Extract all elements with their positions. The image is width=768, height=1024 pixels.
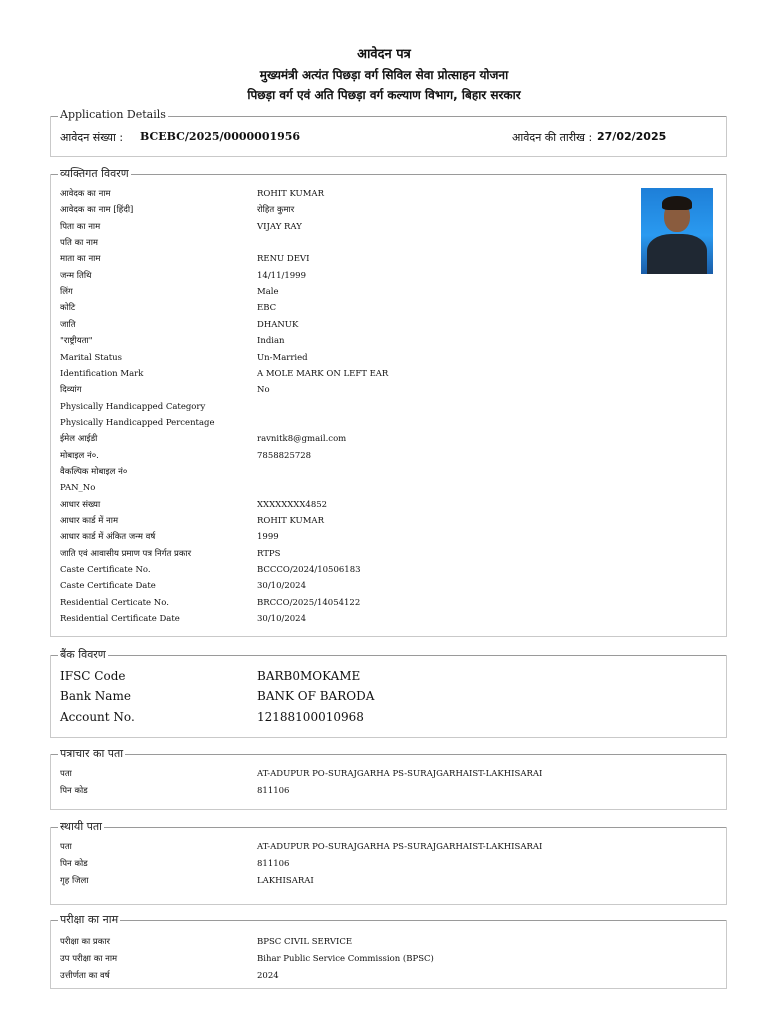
permanent-field-value: AT-ADUPUR PO-SURAJGARHA PS-SURAJGARHAIST-LAKHISARAI [257, 842, 543, 852]
bank-field-value: 12188100010968 [257, 709, 364, 724]
bank-field-value: BARB0MOKAME [257, 669, 361, 683]
personal-field-label: Caste Certificate Date [60, 581, 156, 592]
exam-field-label: उप परीक्षा का नाम [60, 954, 118, 964]
exam-field-value: BPSC CIVIL SERVICE [257, 937, 353, 947]
personal-field-label: आवेदक का नाम [60, 189, 111, 199]
personal-field-label: जाति [60, 319, 76, 330]
personal-field-value: रोहित कुमार [257, 205, 295, 216]
personal-field-label: Caste Certificate No. [60, 565, 151, 576]
personal-field-label: Physically Handicapped Percentage [60, 417, 215, 428]
permanent-field-label: पता [60, 842, 72, 852]
personal-field-label: जाति एवं आवासीय प्रमाण पत्र निर्गत प्रकार [60, 548, 192, 559]
personal-field-label: PAN_No [60, 483, 96, 494]
applicant-photo [641, 188, 713, 274]
department-name: पिछड़ा वर्ग एवं अति पिछड़ा वर्ग कल्याण विभाग, बिहार सरकार [247, 88, 521, 102]
scheme-name: मुख्यमंत्री अत्यंत पिछड़ा वर्ग सिविल सेवा प्रोत्साहन योजना [259, 68, 509, 82]
personal-field-value: DHANUK [257, 319, 299, 330]
personal-field-label: मोबाइल नं०. [60, 450, 99, 461]
personal-field-value: 7858825728 [257, 450, 312, 461]
personal-field-label: आधार कार्ड में नाम [60, 516, 119, 526]
personal-field-value: 1999 [257, 532, 279, 543]
form-title: आवेदन पत्र [357, 47, 411, 62]
permanent-field-label: पिन कोड [60, 859, 88, 869]
personal-field-value: Un-Married [257, 352, 308, 363]
application-number: BCEBC/2025/0000001956 [140, 130, 301, 143]
bank-field-value: BANK OF BARODA [257, 689, 375, 704]
personal-field-value: 14/11/1999 [257, 270, 306, 281]
personal-field-value: VIJAY RAY [257, 221, 302, 232]
personal-field-value: Indian [257, 336, 285, 347]
correspondence-field-value: AT-ADUPUR PO-SURAJGARHA PS-SURAJGARHAIST-LAKHISARAI [257, 769, 543, 779]
personal-field-label: लिंग [60, 287, 73, 298]
correspondence-address-section [50, 754, 727, 810]
personal-field-label: आधार कार्ड में अंकित जन्म वर्ष [60, 532, 156, 543]
bank-field-label: Account No. [60, 709, 135, 724]
personal-details-legend: व्यक्तिगत विवरण [60, 167, 129, 180]
personal-field-label: Residential Certificate Date [60, 614, 180, 625]
personal-field-value: RTPS [257, 548, 281, 559]
application-details-legend: Application Details [60, 108, 166, 121]
personal-field-label: आवेदक का नाम [हिंदी] [60, 205, 134, 216]
personal-field-label: "राष्ट्रीयता" [60, 336, 93, 347]
personal-field-value: ROHIT KUMAR [257, 189, 324, 199]
correspondence-address-legend: पत्राचार का पता [60, 747, 124, 760]
personal-field-value: RENU DEVI [257, 254, 310, 265]
exam-details-legend: परीक्षा का नाम [60, 913, 119, 926]
correspondence-field-label: पता [60, 769, 72, 779]
application-number-label: आवेदन संख्या : [60, 131, 124, 144]
personal-field-value: BRCCO/2025/14054122 [257, 597, 361, 608]
bank-field-label: Bank Name [60, 689, 131, 704]
personal-field-value: BCCCO/2024/10506183 [257, 565, 361, 576]
personal-field-value: ROHIT KUMAR [257, 516, 324, 526]
personal-field-value: 30/10/2024 [257, 614, 306, 625]
bank-details-legend: बैंक विवरण [60, 648, 106, 661]
permanent-field-label: गृह जिला [60, 876, 89, 886]
personal-field-value: Male [257, 287, 279, 298]
personal-field-label: दिव्यांग [60, 385, 82, 396]
personal-field-label: Identification Mark [60, 368, 144, 379]
personal-field-label: वैकल्पिक मोबाइल नं० [60, 466, 128, 477]
exam-field-value: Bihar Public Service Commission (BPSC) [257, 954, 434, 964]
application-date-label: आवेदन की तारीख : [512, 131, 593, 144]
personal-field-label: Marital Status [60, 352, 123, 363]
personal-field-value: A MOLE MARK ON LEFT EAR [257, 368, 389, 379]
permanent-field-value: 811106 [257, 859, 290, 869]
exam-field-label: परीक्षा का प्रकार [60, 937, 110, 947]
personal-field-label: आधार संख्या [60, 499, 101, 510]
personal-field-value: ravnitk8@gmail.com [257, 434, 347, 445]
personal-field-label: Residential Certicate No. [60, 597, 169, 608]
bank-field-label: IFSC Code [60, 669, 126, 683]
exam-field-value: 2024 [257, 971, 279, 981]
personal-field-label: माता का नाम [60, 254, 101, 265]
permanent-field-value: LAKHISARAI [257, 876, 314, 886]
personal-field-label: पिता का नाम [60, 221, 101, 232]
application-date: 27/02/2025 [597, 130, 667, 143]
correspondence-field-label: पिन कोड [60, 786, 88, 796]
permanent-address-legend: स्थायी पता [60, 820, 103, 833]
personal-field-label: कोटि [60, 303, 76, 314]
personal-field-value: EBC [257, 303, 277, 314]
exam-field-label: उत्तीर्णता का वर्ष [60, 971, 110, 981]
personal-field-label: जन्म तिथि [60, 270, 92, 281]
correspondence-field-value: 811106 [257, 786, 290, 796]
bank-details-section [50, 655, 727, 738]
permanent-address-section [50, 827, 727, 905]
personal-field-value: 30/10/2024 [257, 581, 306, 592]
personal-field-value: No [257, 385, 270, 396]
personal-field-label: Physically Handicapped Category [60, 401, 206, 412]
personal-field-value: XXXXXXXX4852 [257, 499, 328, 510]
personal-field-label: पति का नाम [60, 238, 99, 249]
personal-field-label: ईमेल आईडी [60, 434, 98, 445]
